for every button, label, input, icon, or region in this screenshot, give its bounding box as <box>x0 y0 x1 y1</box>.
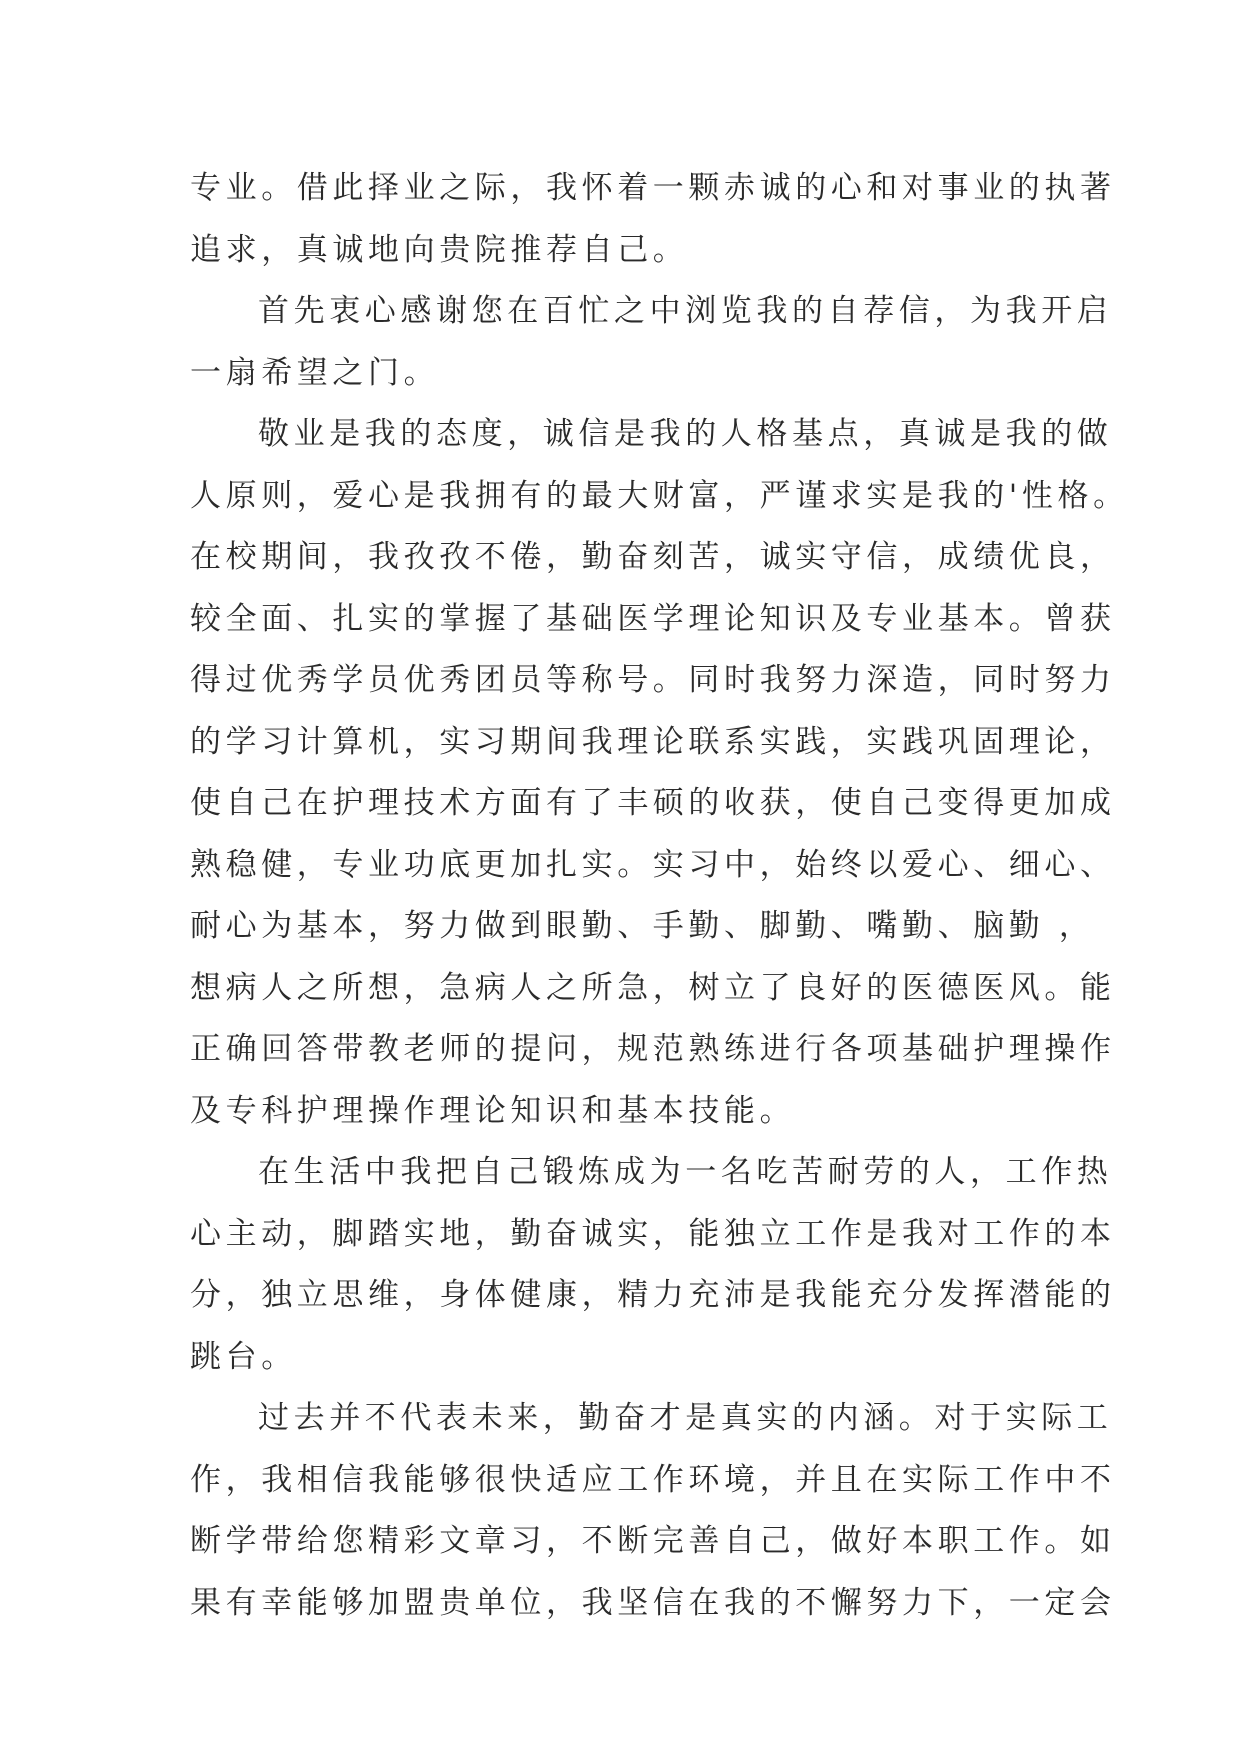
text-line: 专业。借此择业之际，我怀着一颗赤诚的心和对事业的执著 <box>190 170 1116 206</box>
text-line: 想病人之所想，急病人之所急，树立了良好的医德医风。能 <box>190 969 1116 1006</box>
text-line: 果有幸能够加盟贵单位，我坚信在我的不懈努力下，一定会 <box>190 1584 1116 1621</box>
text-line: 跳台。 <box>190 1338 297 1375</box>
text-line: 人原则，爱心是我拥有的最大财富，严谨求实是我的'性格。 <box>190 477 1129 514</box>
text-line: 断学带给您精彩文章习，不断完善自己，做好本职工作。如 <box>190 1523 1116 1559</box>
text-line: 使自己在护理技术方面有了丰硕的收获，使自己变得更加成 <box>190 785 1116 821</box>
text-line: 耐心为基本，努力做到眼勤、手勤、脚勤、嘴勤、脑勤 ， <box>190 908 1095 944</box>
text-line: 首先衷心感谢您在百忙之中浏览我的自荐信，为我开启 <box>258 293 1113 329</box>
text-line: 作，我相信我能够很快适应工作环境，并且在实际工作中不 <box>190 1461 1116 1498</box>
text-line: 分，独立思维，身体健康，精力充沛是我能充分发挥潜能的 <box>190 1277 1116 1313</box>
text-line: 较全面、扎实的掌握了基础医学理论知识及专业基本。曾获 <box>190 600 1116 637</box>
text-line: 心主动，脚踏实地，勤奋诚实，能独立工作是我对工作的本 <box>190 1215 1116 1252</box>
text-line: 正确回答带教老师的提问，规范熟练进行各项基础护理操作 <box>190 1031 1116 1067</box>
text-line: 追求，真诚地向贵院推荐自己。 <box>190 231 689 268</box>
text-line: 在生活中我把自己锻炼成为一名吃苦耐劳的人，工作热 <box>258 1154 1113 1190</box>
text-line: 熟稳健，专业功底更加扎实。实习中，始终以爱心、细心、 <box>190 846 1116 883</box>
text-line: 过去并不代表未来，勤奋才是真实的内涵。对于实际工 <box>258 1400 1113 1436</box>
text-line: 及专科护理操作理论知识和基本技能。 <box>190 1092 796 1129</box>
text-line: 的学习计算机，实习期间我理论联系实践，实践巩固理论， <box>190 723 1116 760</box>
text-line: 一扇希望之门。 <box>190 354 440 391</box>
text-line: 在校期间，我孜孜不倦，勤奋刻苦，诚实守信，成绩优良， <box>190 539 1116 575</box>
letter-body <box>190 158 1129 1634</box>
text-line: 敬业是我的态度，诚信是我的人格基点，真诚是我的做 <box>258 416 1113 452</box>
text-line: 得过优秀学员优秀团员等称号。同时我努力深造，同时努力 <box>190 662 1116 698</box>
